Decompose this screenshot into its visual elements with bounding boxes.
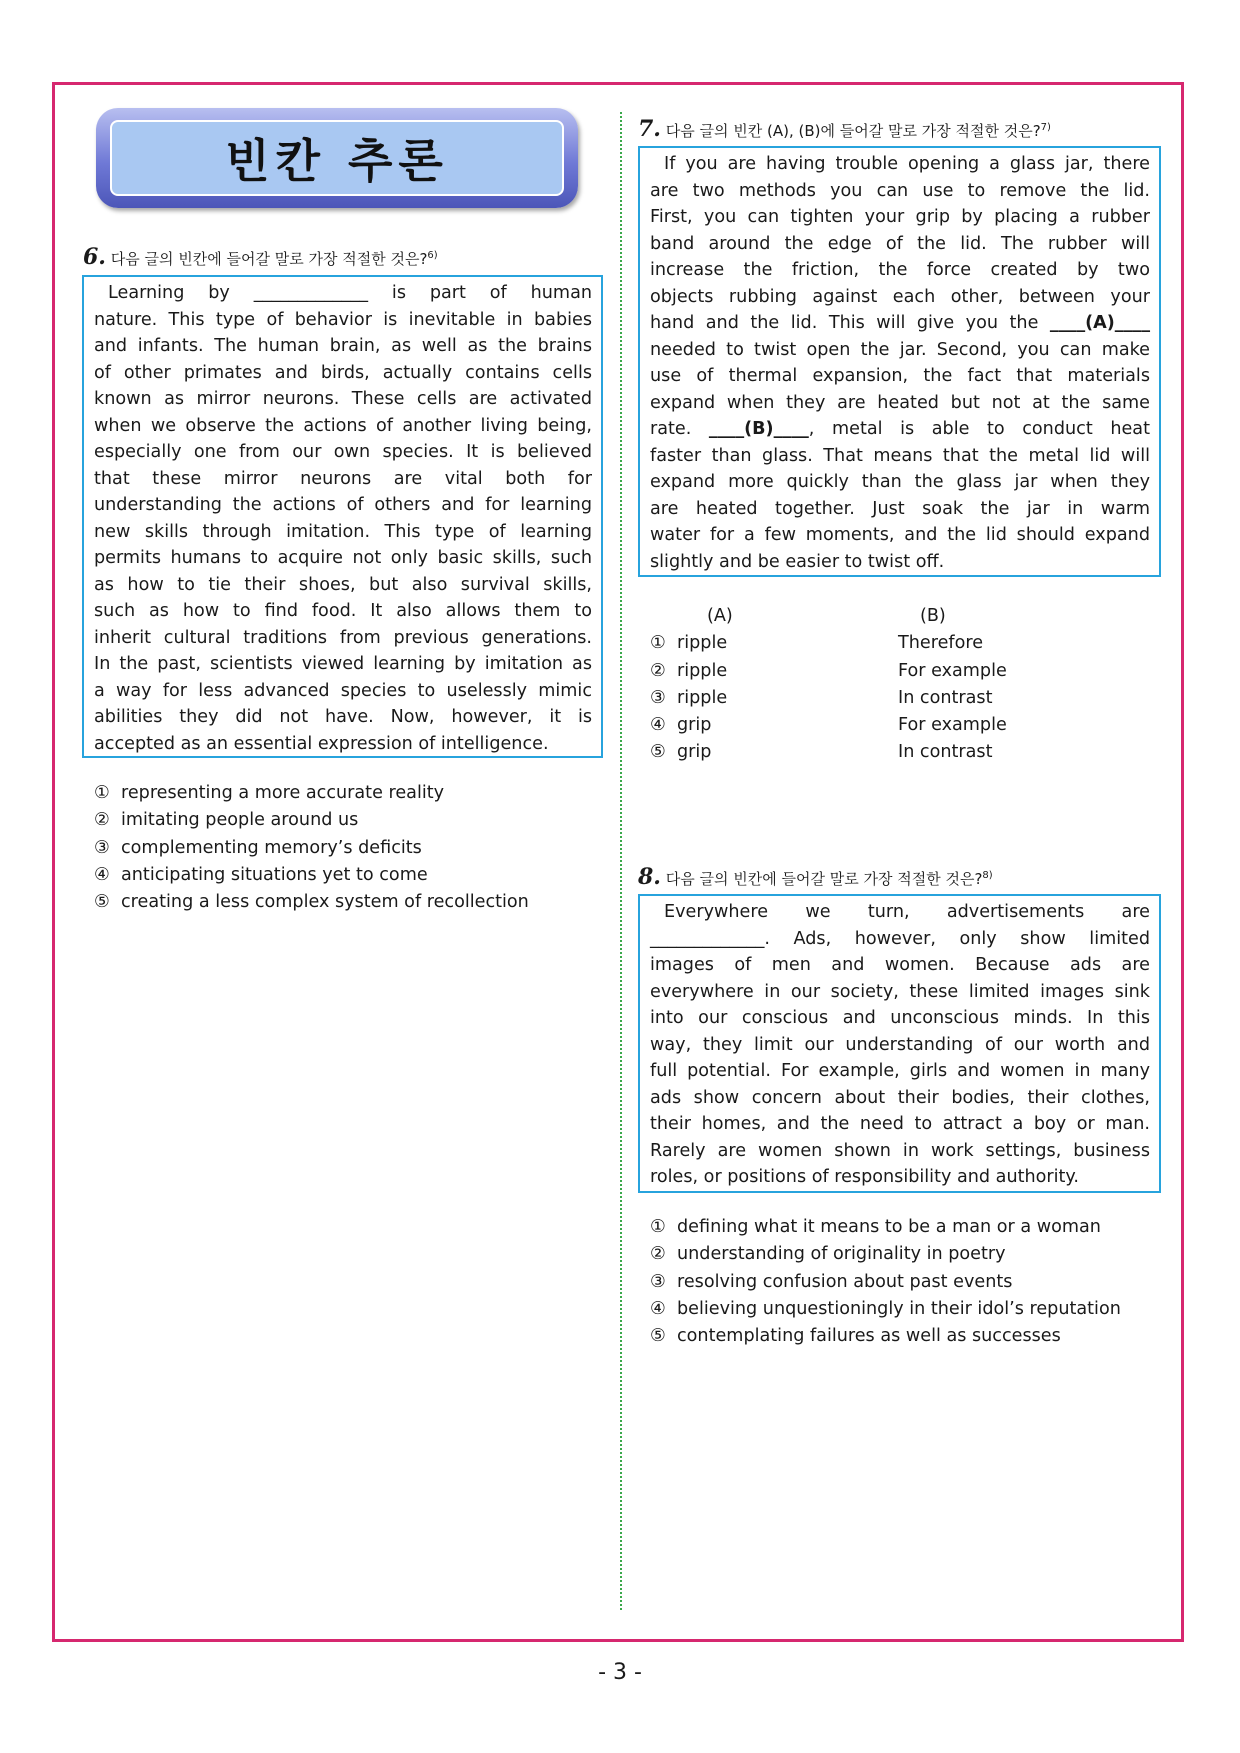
answer-choice[interactable] <box>650 1241 1121 1268</box>
passage-line: way, they limit our understanding of our worth and <box>650 1034 1150 1055</box>
choice-a-text: grip <box>677 742 712 763</box>
choice-a <box>650 630 727 657</box>
passage-line: First, you can tighten your grip by placing a rubber <box>650 207 1150 227</box>
choice-text: complementing memory’s deficits <box>121 837 422 858</box>
choice-number: ③ <box>650 687 666 708</box>
question-8-footnote: 8) <box>982 870 993 881</box>
column-divider <box>620 112 622 1610</box>
question-8-header <box>638 864 993 890</box>
answer-choice[interactable] <box>650 1269 1121 1296</box>
section-title-panel <box>110 120 564 196</box>
question-7-prompt: 다음 글의 빈칸 (A), (B)에 들어갈 말로 가장 적절한 것은? <box>665 122 1041 140</box>
passage-line: into our conscious and unconscious minds. In this <box>650 1008 1150 1028</box>
choice-b-text: In contrast <box>898 687 993 708</box>
passage-line: as how to tie their shoes, but also survival skills, <box>94 574 592 595</box>
choice-a-text: ripple <box>677 633 728 654</box>
passage-line: that these mirror neurons are vital both for <box>94 468 592 489</box>
answer-choice[interactable] <box>94 780 529 807</box>
choice-number: ④ <box>650 1298 666 1319</box>
answer-choice[interactable] <box>94 835 529 862</box>
passage-line: roles, or positions of responsibility and authority. <box>650 1167 1079 1187</box>
section-title-banner <box>96 108 578 208</box>
passage-line: Rarely are women shown in work settings, business <box>650 1140 1150 1161</box>
question-8-prompt: 다음 글의 빈칸에 들어갈 말로 가장 적절한 것은? <box>665 870 983 888</box>
passage-line: use of thermal expansion, the fact that materials <box>650 366 1150 386</box>
choice-a <box>650 658 727 685</box>
choice-text: defining what it means to be a man or a woman <box>677 1217 1101 1237</box>
question-8-choices <box>650 1214 1121 1350</box>
answer-choice[interactable] <box>650 1214 1121 1241</box>
choice-text: anticipating situations yet to come <box>121 864 428 885</box>
passage-line: If you are having trouble opening a glass jar, there <box>664 154 1150 174</box>
passage-line: permits humans to acquire not only basic skills, such <box>94 548 592 568</box>
passage-line: especially one from our own species. It is believed <box>94 442 592 462</box>
choice-number: ③ <box>650 1271 666 1292</box>
passage-line: such as how to find food. It also allows them to <box>94 601 592 621</box>
passage-line: water for a few moments, and the lid should expand <box>650 525 1150 545</box>
passage-line: when we observe the actions of another living being, <box>94 415 592 436</box>
blank-a: ____(A)____ <box>1049 313 1150 333</box>
choice-number: ⑤ <box>650 742 666 763</box>
choice-number: ③ <box>94 837 110 858</box>
passage-line: understanding the actions of others and for learning <box>94 495 592 515</box>
choice-text: resolving confusion about past events <box>677 1271 1013 1292</box>
answer-choice[interactable] <box>94 862 529 889</box>
passage-line: Everywhere we turn, advertisements are <box>664 902 1150 922</box>
passage-line: images of men and women. Because ads are <box>650 955 1150 975</box>
choice-a <box>650 712 711 739</box>
choice-a <box>650 685 727 712</box>
question-6-header <box>83 244 438 270</box>
question-6-number: 6. <box>83 244 106 270</box>
choice-number: ⑤ <box>650 1326 666 1347</box>
choice-a <box>650 739 711 766</box>
passage-line: new skills through imitation. This type of learning <box>94 521 592 542</box>
passage-line: everywhere in our society, these limited images sink <box>650 981 1150 1002</box>
passage-line: full potential. For example, girls and women in many <box>650 1061 1150 1081</box>
choice-number: ④ <box>94 864 110 885</box>
choice-text: creating a less complex system of recollection <box>121 892 529 913</box>
choice-number: ④ <box>650 715 666 736</box>
passage-line: expand more quickly than the glass jar when they <box>650 472 1150 492</box>
question-7-footnote: 7) <box>1040 122 1051 133</box>
column-a-header: (A) <box>707 606 733 626</box>
choice-text: believing unquestioningly in their idol’s reputation <box>677 1298 1121 1319</box>
question-7-header <box>638 116 1051 142</box>
question-8-number: 8. <box>638 864 661 890</box>
choice-number: ② <box>650 1244 666 1265</box>
choice-a-text: ripple <box>677 687 728 708</box>
question-8-passage <box>638 894 1161 1193</box>
passage-line: In the past, scientists viewed learning by imitation as <box>94 654 592 674</box>
choice-number: ① <box>94 783 110 803</box>
choice-number: ① <box>650 1217 666 1237</box>
answer-choice[interactable] <box>650 1296 1121 1323</box>
choice-number: ② <box>94 810 110 831</box>
passage-line: band around the edge of the lid. The rubber will <box>650 233 1150 254</box>
passage-line: Learning by _____________ is part of human <box>108 283 592 303</box>
passage-line: abilities they did not have. Now, however, it is <box>94 707 592 727</box>
question-6-footnote: 6) <box>427 250 438 261</box>
column-b-header: (B) <box>920 606 946 626</box>
choice-number: ② <box>650 660 666 681</box>
choice-text: understanding of originality in poetry <box>677 1244 1006 1265</box>
passage-line: hand and the lid. This will give you the ____(A)____ <box>650 313 1150 333</box>
choice-text: imitating people around us <box>121 810 359 831</box>
blank-b: ____(B)____ <box>708 419 809 439</box>
choice-number: ① <box>650 633 666 654</box>
passage-line: accepted as an essential expression of intelligence. <box>94 733 549 754</box>
passage-line: nature. This type of behavior is inevitable in babies <box>94 309 592 330</box>
passage-line: and infants. The human brain, as well as the brains <box>94 336 592 356</box>
passage-line: known as mirror neurons. These cells are activated <box>94 389 592 409</box>
passage-line: needed to twist open the jar. Second, you can make <box>650 339 1150 360</box>
passage-line: faster than glass. That means that the metal lid will <box>650 445 1150 466</box>
choice-text: representing a more accurate reality <box>121 783 445 803</box>
section-title: 빈칸 추론 <box>225 134 449 188</box>
passage-line: rate. ____(B)____, metal is able to conduct heat <box>650 419 1150 439</box>
choice-b-text: For example <box>898 660 1007 681</box>
question-6-prompt: 다음 글의 빈칸에 들어갈 말로 가장 적절한 것은? <box>110 250 428 268</box>
choice-b-text: In contrast <box>898 742 993 763</box>
passage-line: a way for less advanced species to uselessly mimic <box>94 680 592 701</box>
question-6-choices <box>94 780 529 916</box>
choice-number: ⑤ <box>94 892 110 913</box>
choice-b-text: Therefore <box>898 633 984 654</box>
page-number: - 3 - <box>598 1660 642 1685</box>
passage-line: _____________. Ads, however, only show limited <box>650 928 1150 949</box>
passage-line: of other primates and birds, actually contains cells <box>94 362 592 383</box>
answer-choice[interactable] <box>650 1323 1121 1350</box>
choice-a-text: grip <box>677 715 712 736</box>
passage-line: ads show concern about their bodies, their clothes, <box>650 1087 1150 1108</box>
passage-line: inherit cultural traditions from previous generations. <box>94 627 592 648</box>
passage-line: slightly and be easier to twist off. <box>650 551 945 572</box>
passage-line: increase the friction, the force created by two <box>650 260 1150 280</box>
passage-line: their homes, and the need to attract a boy or man. <box>650 1114 1150 1134</box>
answer-choice[interactable] <box>94 807 529 834</box>
passage-line: expand when they are heated but not at the same <box>650 392 1150 413</box>
choice-text: contemplating failures as well as successes <box>677 1326 1061 1347</box>
choice-a-text: ripple <box>677 660 728 681</box>
choice-b-text: For example <box>898 715 1007 736</box>
question-7-number: 7. <box>638 116 661 142</box>
question-6-passage <box>82 275 603 758</box>
answer-choice[interactable] <box>94 889 529 916</box>
passage-line: are two methods you can use to remove the lid. <box>650 180 1150 201</box>
question-7-passage <box>638 146 1161 577</box>
passage-line: are heated together. Just soak the jar in warm <box>650 498 1150 519</box>
passage-line: objects rubbing against each other, between your <box>650 286 1150 307</box>
